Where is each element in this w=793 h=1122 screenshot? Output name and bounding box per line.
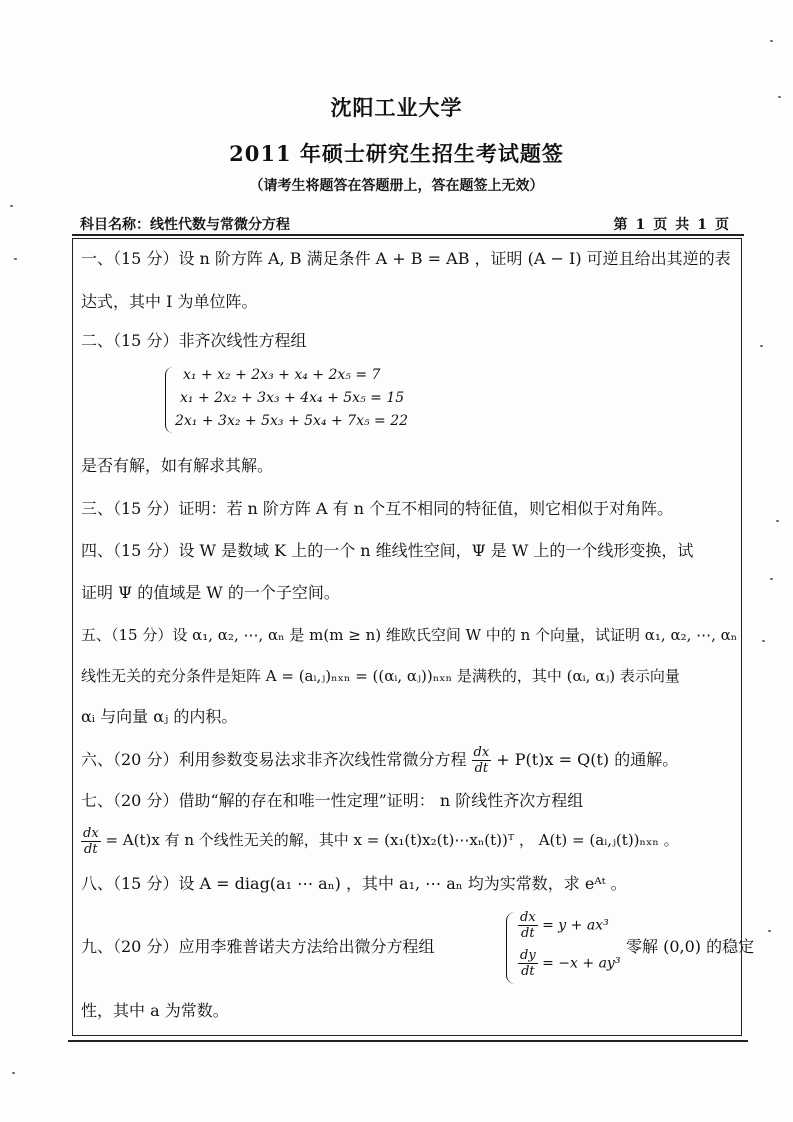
fraction-numerator: dx	[520, 910, 536, 925]
fraction-numerator: dx	[473, 745, 490, 760]
scan-speck	[10, 205, 13, 207]
q2-equation-3: 2x₁ + 3x₂ + 5x₃ + 5x₄ + 7x₅ = 22	[175, 413, 409, 429]
dx-dt-fraction	[518, 910, 538, 941]
q2-equation-1: x₁ + x₂ + 2x₃ + x₄ + 2x₅ = 7	[183, 367, 381, 383]
dx-dt-fraction	[81, 826, 101, 857]
page-info-part: 页	[715, 217, 729, 233]
page-info-part: 第	[613, 217, 628, 233]
scan-speck	[12, 1072, 15, 1074]
page-info-part: 1	[697, 217, 707, 233]
fraction-denominator: dt	[84, 841, 98, 857]
page-info-part: 共	[675, 217, 690, 233]
q3-line-1: 三、（15 分）证明：若 n 阶方阵 A 有 n 个互不相同的特征值，则它相似于对角阵。	[81, 499, 674, 518]
header-rule	[72, 234, 744, 236]
q6-line-1	[81, 742, 741, 778]
q5-line-1: 五、（15 分）设 α₁, α₂, ⋯, αₙ 是 m(m ≥ n) 维欧氏空间 W 中的 n 个向量，试证明 α₁, α₂, ⋯, αₙ	[81, 626, 738, 644]
page-info	[614, 214, 730, 234]
q2-line-1: 二、（15 分）非齐次线性方程组	[81, 331, 307, 350]
footer-rule	[68, 1040, 748, 1042]
q2-line-2: 是否有解，如有解求其解。	[81, 456, 274, 475]
q7-line-1: 七、（20 分）借助“解的存在和唯一性定理”证明： n 阶线性齐次方程组	[81, 791, 584, 810]
university-name: 沈阳工业大学	[330, 95, 463, 120]
fraction-numerator: dy	[520, 948, 536, 963]
q9-text-before: 九、（20 分）应用李雅普诺夫方法给出微分方程组	[81, 937, 435, 956]
page-info-part: 1	[635, 217, 646, 233]
q7-line-2	[81, 822, 741, 858]
scan-speck	[770, 40, 773, 42]
subject-name: 科目名称：线性代数与常微分方程	[80, 217, 290, 233]
scan-speck	[770, 578, 773, 580]
q2-equation-system	[165, 365, 425, 437]
scan-speck	[768, 930, 771, 932]
fraction-denominator: dt	[474, 761, 489, 776]
q1-line-2: 达式，其中 I 为单位阵。	[81, 292, 258, 311]
q2-equation-2: x₁ + 2x₂ + 3x₃ + 4x₄ + 5x₅ = 15	[180, 390, 405, 406]
q4-line-1: 四、（15 分）设 W 是数域 K 上的一个 n 维线性空间，Ψ 是 W 上的一个线形变换，试	[81, 541, 694, 560]
scan-speck	[14, 258, 17, 260]
q5-line-3: αᵢ 与向量 αⱼ 的内积。	[81, 707, 238, 726]
q6-text-after: + P(t)x = Q(t) 的通解。	[496, 750, 679, 769]
q8-line-1: 八、（15 分）设 A = diag(a₁ ⋯ aₙ) ，其中 a₁, ⋯ aₙ 均为实常数，求 eᴬᵗ 。	[81, 874, 627, 893]
fraction-denominator: dt	[521, 926, 535, 941]
q9-equation-1	[518, 910, 609, 941]
scan-speck	[762, 640, 765, 642]
scan-speck	[760, 345, 763, 347]
dx-dt-fraction	[472, 745, 492, 776]
fraction-denominator: dt	[521, 964, 535, 979]
q1-line-1: 一、（15 分）设 n 阶方阵 A, B 满足条件 A + B = AB ，证明 (A − I) 可逆且给出其逆的表	[81, 249, 731, 268]
q4-line-2: 证明 Ψ 的值域是 W 的一个子空间。	[81, 583, 340, 602]
q9-equation-2-rhs: = −x + ay³	[542, 955, 621, 972]
exam-title: 2011 年硕士研究生招生考试题签	[229, 141, 564, 166]
q9-text-after: 零解 (0,0) 的稳定	[626, 937, 755, 956]
q9-equation-1-rhs: = y + ax³	[542, 917, 609, 934]
scan-speck	[778, 96, 781, 98]
fraction-numerator: dx	[83, 825, 99, 841]
q6-text-before: 六、（20 分）利用参数变易法求非齐次线性常微分方程	[81, 750, 467, 769]
q7-text-after: = A(t)x 有 n 个线性无关的解，其中 x = (x₁(t)x₂(t)⋯xₙ(t))ᵀ ， A(t) = (aᵢ,ⱼ(t))ₙₓₙ 。	[105, 831, 679, 849]
dy-dt-fraction	[518, 948, 538, 979]
exam-note: （请考生将题答在答题册上，答在题签上无效）	[249, 178, 544, 194]
scan-speck	[776, 520, 779, 522]
page-info-part: 页	[653, 217, 668, 233]
q9-equation-2	[518, 948, 620, 979]
q5-line-2: 线性无关的充分条件是矩阵 A = (aᵢ,ⱼ)ₙₓₙ = ((αᵢ, αⱼ))ₙₓₙ 是满秩的，其中 (αᵢ, αⱼ) 表示向量	[81, 667, 680, 685]
q9-line-2: 性，其中 a 为常数。	[81, 1001, 229, 1020]
q9-line-1	[81, 910, 755, 986]
